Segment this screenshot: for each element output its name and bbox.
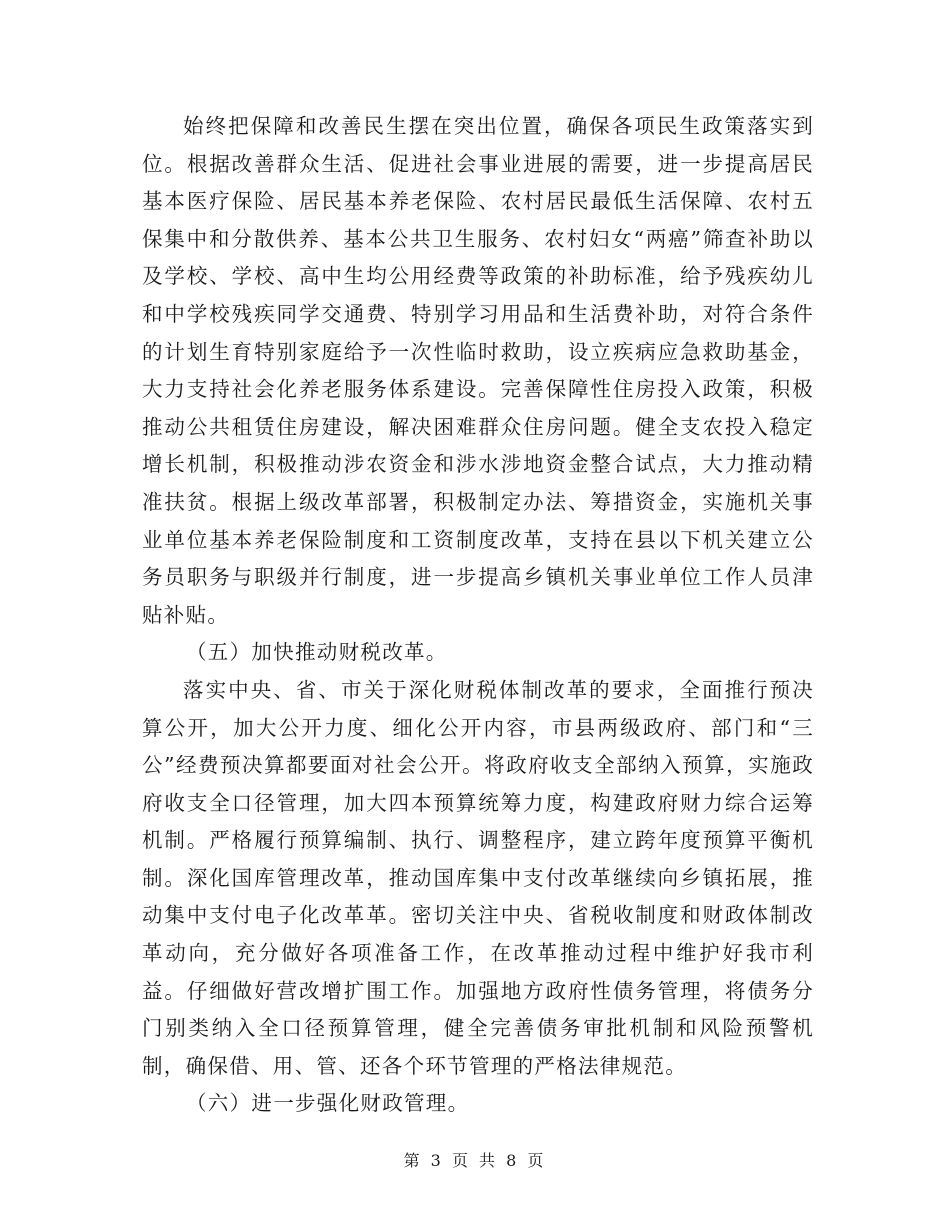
document-body: [142, 108, 814, 1123]
paragraph-fiscal-reform: 落实中央、省、市关于深化财税体制改革的要求，全面推行预决算公开，加大公开力度、细化公开内容，市县两级政府、部门和“三公”经费预决算都要面对社会公开。将政府收支全部纳入预算，实施政府收支全口径管理，加大四本预算统筹力度，构建政府财力综合运筹机制。严格履行预算编制、执行、调整程序，建立跨年度预算平衡机制。深化国库管理改革，推动国库集中支付改革继续向乡镇拓展，推动集中支付电子化改革革。密切关注中央、省税收制度和财政体制改革动向，充分做好各项准备工作，在改革推动过程中维护好我市利益。仔细做好营改增扩围工作。加强地方政府性债务管理，将债务分门别类纳入全口径预算管理，健全完善债务审批机制和风险预警机制，确保借、用、管、还各个环节管理的严格法律规范。: [142, 677, 814, 1078]
section-heading-6: （六）进一步强化财政管理。: [186, 1091, 470, 1116]
page-number-footer: 第 3 页 共 8 页: [403, 1151, 547, 1170]
section-heading-5: （五）加快推动财税改革。: [186, 640, 448, 665]
paragraph-livelihood: 始终把保障和改善民生摆在突出位置，确保各项民生政策落实到位。根据改善群众生活、促进社会事业进展的需要，进一步提高居民基本医疗保险、居民基本养老保险、农村居民最低生活保障、农村五保集中和分散供养、基本公共卫生服务、农村妇女“两癌”筛查补助以及学校、学校、高中生均公用经费等政策的补助标准，给予残疾幼儿和中学校残疾同学交通费、特别学习用品和生活费补助，对符合条件的计划生育特别家庭给予一次性临时救助，设立疾病应急救助基金，大力支持社会化养老服务体系建设。完善保障性住房投入政策，积极推动公共租赁住房建设，解决困难群众住房问题。健全支农投入稳定增长机制，积极推动涉农资金和涉水涉地资金整合试点，大力推动精准扶贫。根据上级改革部署，积极制定办法、筹措资金，实施机关事业单位基本养老保险制度和工资制度改革，支持在县以下机关建立公务员职务与职级并行制度，进一步提高乡镇机关事业单位工作人员津贴补贴。: [142, 114, 814, 627]
